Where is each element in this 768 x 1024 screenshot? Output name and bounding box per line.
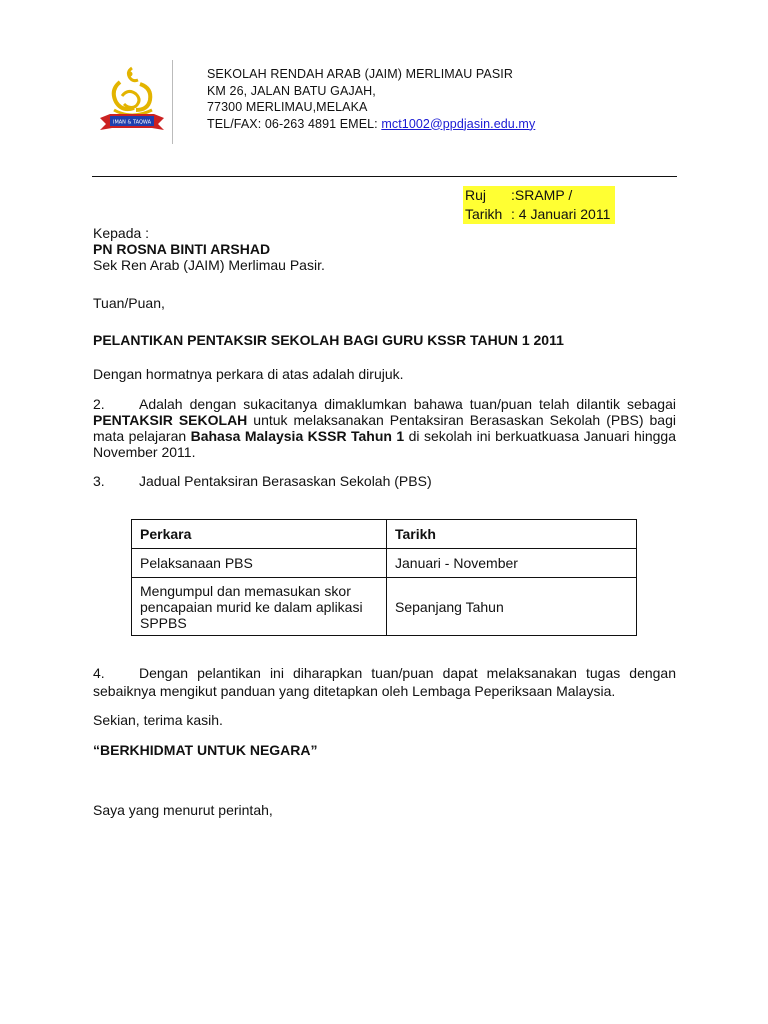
paragraph-2-number: 2. — [93, 396, 105, 412]
paragraph-2-bold-b: Bahasa Malaysia KSSR Tahun 1 — [190, 428, 405, 444]
recipient-org: Sek Ren Arab (JAIM) Merlimau Pasir. — [93, 257, 325, 273]
contact-line — [207, 116, 535, 133]
table-row — [132, 578, 637, 636]
salutation: Tuan/Puan, — [93, 295, 165, 311]
closing-line: Sekian, terima kasih. — [93, 712, 223, 728]
contact-prefix: TEL/FAX: 06-263 4891 EMEL: — [207, 116, 382, 131]
paragraph-2-bold-a: PENTAKSIR SEKOLAH — [93, 412, 248, 428]
subject-line: PELANTIKAN PENTAKSIR SEKOLAH BAGI GURU KSSR TAHUN 1 2011 — [93, 332, 564, 348]
table-cell: Sepanjang Tahun — [387, 578, 637, 636]
tarikh-value: : 4 Januari 2011 — [511, 206, 611, 222]
paragraph-3-text: Jadual Pentaksiran Berasaskan Sekolah (PBS) — [139, 473, 432, 489]
table-header-row — [132, 520, 637, 549]
school-crest-icon — [92, 60, 172, 144]
pbs-schedule-table — [131, 519, 637, 636]
motto: “BERKHIDMAT UNTUK NEGARA” — [93, 742, 318, 758]
letterhead — [207, 66, 535, 132]
address-line-2: 77300 MERLIMAU,MELAKA — [207, 100, 368, 114]
ruj-line — [463, 186, 615, 205]
paragraph-4-number: 4. — [93, 665, 105, 681]
table-cell: Pelaksanaan PBS — [132, 549, 387, 578]
table-cell: Mengumpul dan memasukan skor pencapaian murid ke dalam aplikasi SPPBS — [132, 578, 387, 636]
school-name: SEKOLAH RENDAH ARAB (JAIM) MERLIMAU PASIR — [207, 67, 514, 81]
table-row — [132, 549, 637, 578]
recipient-name: PN ROSNA BINTI ARSHAD — [93, 241, 271, 257]
ruj-label: Ruj — [465, 187, 487, 203]
header-divider — [92, 176, 677, 177]
paragraph-1: Dengan hormatnya perkara di atas adalah dirujuk. — [93, 366, 404, 382]
logo-banner-text: IMAN & TAQWA — [112, 119, 152, 126]
table-header-tarikh: Tarikh — [387, 520, 637, 549]
paragraph-4-text: Dengan pelantikan ini diharapkan tuan/puan dapat melaksanakan tugas dengan sebaiknya mengikut panduan yang ditetapkan oleh Lembaga Peperiksaan Malaysia. — [93, 665, 676, 699]
paragraph-3 — [93, 473, 676, 489]
paragraph-2 — [93, 396, 676, 460]
tarikh-line — [463, 205, 615, 224]
paragraph-3-number: 3. — [93, 473, 105, 489]
reference-block — [463, 186, 615, 224]
school-logo — [92, 60, 173, 144]
table-cell: Januari - November — [387, 549, 637, 578]
address-line-1: KM 26, JALAN BATU GAJAH, — [207, 83, 376, 98]
paragraph-2-text-b: untuk melaksanakan Pentaksiran Berasaskan Sekolah (PBS) bagi mata pelajaran — [93, 412, 676, 444]
ruj-value: :SRAMP / — [511, 187, 573, 203]
table-header-perkara: Perkara — [132, 520, 387, 549]
paragraph-2-text-a: Adalah dengan sukacitanya dimaklumkan bahawa tuan/puan telah dilantik sebagai — [139, 396, 676, 412]
paragraph-2-text-c: di sekolah ini berkuatkuasa Januari hingga November 2011. — [93, 428, 676, 460]
recipient-block — [93, 225, 676, 273]
tarikh-label: Tarikh — [465, 206, 503, 222]
paragraph-4 — [93, 664, 676, 700]
email-link[interactable]: mct1002@ppdjasin.edu.my — [381, 116, 536, 131]
kepada-label: Kepada : — [93, 225, 150, 241]
signoff: Saya yang menurut perintah, — [93, 802, 273, 818]
